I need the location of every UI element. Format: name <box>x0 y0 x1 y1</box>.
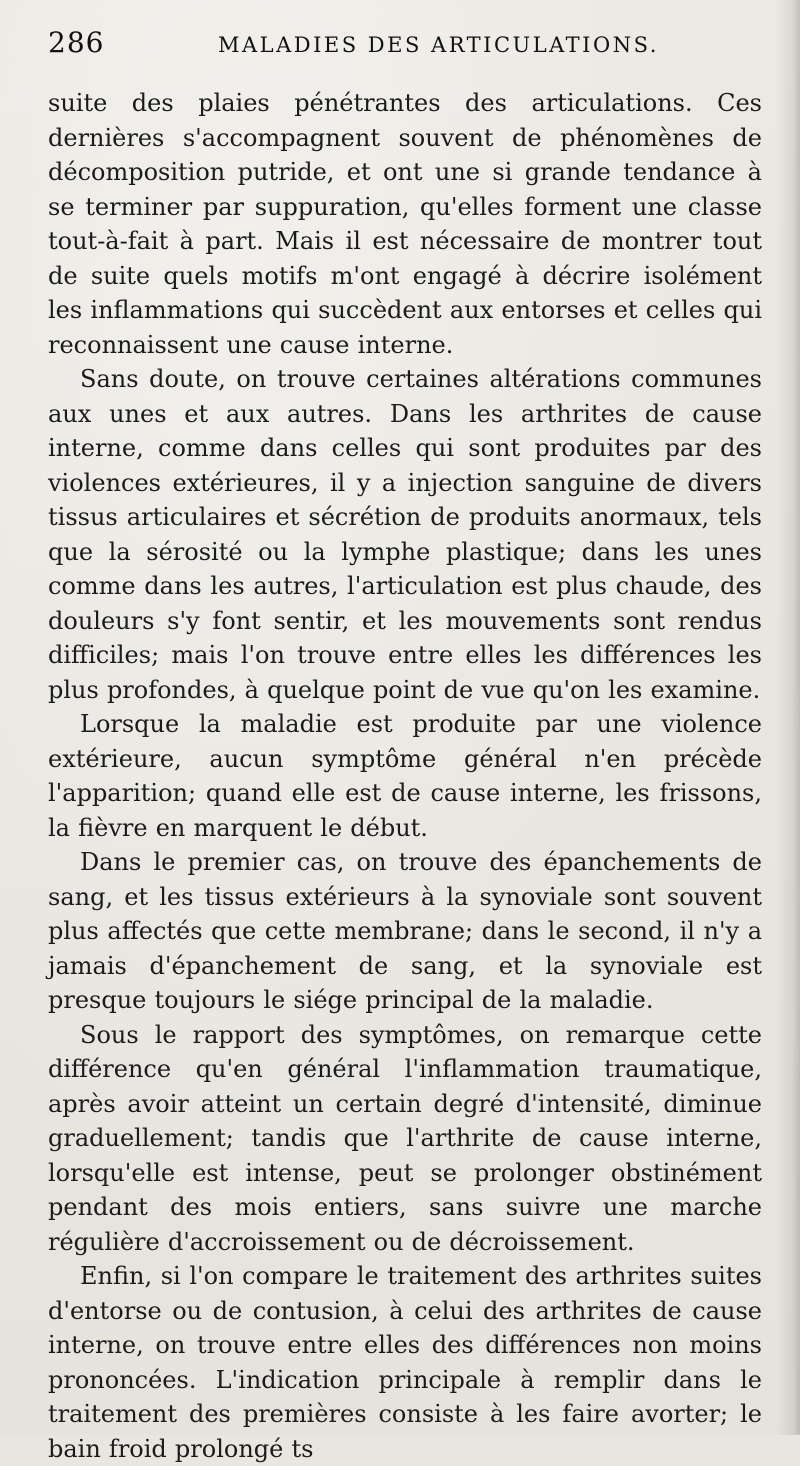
paragraph-3: Lorsque la maladie est produite par une violence extérieure, aucun symptôme général n'en précède l'apparition; quand elle est de cause interne, les frissons, la fièvre en marquent le début. <box>48 710 762 842</box>
page-number: 286 <box>48 26 105 59</box>
paragraph-4: Dans le premier cas, on trouve des épanchements de sang, et les tissus extérieurs à la synoviale sont souvent plus affectés que cette membrane; dans le second, il n'y a jamais d'épanchement de sang, et la synoviale est presque toujours le siége principal de la maladie. <box>48 848 762 1014</box>
body-text <box>48 86 762 1466</box>
paragraph-5: Sous le rapport des symptômes, on remarque cette différence qu'en général l'inflammation traumatique, après avoir atteint un certain degré d'intensité, diminue graduellement; tandis que l'arthrite de cause interne, lorsqu'elle est intense, peut se prolonger obstinément pendant des mois entiers, sans suivre une marche régulière d'accroissement ou de décroissement. <box>48 1020 762 1256</box>
running-head: MALADIES DES ARTICULATIONS. <box>218 33 659 57</box>
page-header <box>48 26 762 76</box>
paragraph-6: Enfin, si l'on compare le traitement des arthrites suites d'entorse ou de contusion, à celui des arthrites de cause interne, on trouve entre elles des différences non moins prononcées. L'indication principale à remplir dans le traitement des premières consiste à les faire avorter; le bain froid prolongé ts <box>48 1262 762 1463</box>
paragraph-1: suite des plaies pénétrantes des articulations. Ces dernières s'accompagnent souvent de phénomènes de décomposition putride, et ont une si grande tendance à se terminer par suppuration, qu'elles forment une classe tout-à-fait à part. Mais il est nécessaire de montrer tout de suite quels motifs m'ont engagé à décrire isolément les inflammations qui succèdent aux entorses et celles qui reconnaissent une cause interne. <box>48 89 762 359</box>
paragraph-2: Sans doute, on trouve certaines altérations communes aux unes et aux autres. Dans les arthrites de cause interne, comme dans celles qui sont produites par des violences extérieures, il y a injection sanguine de divers tissus articulaires et sécrétion de produits anormaux, tels que la sérosité ou la lymphe plastique; dans les unes comme dans les autres, l'articulation est plus chaude, des douleurs s'y font sentir, et les mouvements sont rendus difficiles; mais l'on trouve entre elles les différences les plus profondes, à quelque point de vue qu'on les examine. <box>48 365 762 704</box>
